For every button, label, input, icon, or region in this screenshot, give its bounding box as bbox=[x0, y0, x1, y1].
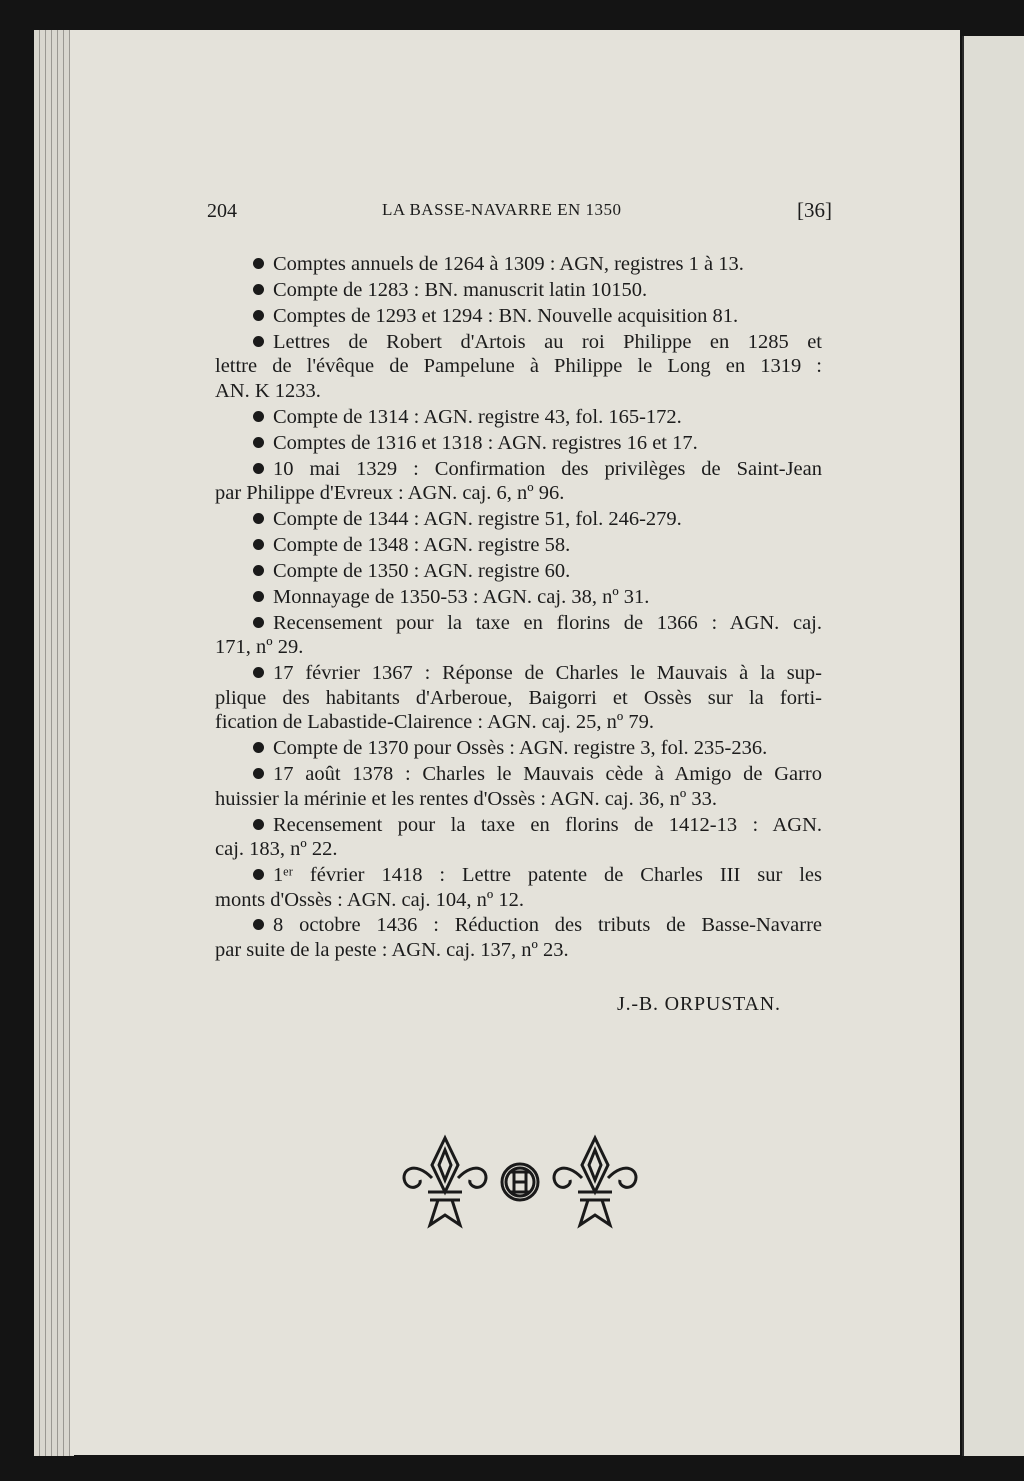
entry-line bbox=[215, 635, 822, 660]
entry-text: Compte de 1283 : BN. manuscrit latin 10150. bbox=[273, 278, 648, 301]
source-entry bbox=[215, 457, 822, 506]
entry-text: Compte de 1350 : AGN. registre 60. bbox=[273, 559, 571, 582]
author-signature: J.-B. ORPUSTAN. bbox=[617, 993, 781, 1015]
entry-line bbox=[215, 278, 822, 303]
entry-text: 17 août 1378 : Charles le Mauvais cède à Amigo de Garro bbox=[273, 763, 822, 786]
entry-line bbox=[215, 507, 822, 532]
entry-line bbox=[215, 813, 822, 838]
entry-text: 1ᵉʳ février 1418 : Lettre patente de Charles III sur les bbox=[273, 864, 822, 886]
fleur-de-lis-left-icon bbox=[404, 1138, 486, 1225]
entry-text: monts d'Ossès : AGN. caj. 104, nº 12. bbox=[215, 888, 525, 911]
bullet-icon bbox=[253, 336, 264, 347]
entry-line bbox=[215, 661, 822, 686]
source-list bbox=[215, 252, 822, 964]
entry-line bbox=[215, 379, 822, 404]
entry-text: 17 février 1367 : Réponse de Charles le Mauvais à la sup- bbox=[273, 662, 822, 685]
source-entry bbox=[215, 813, 822, 862]
entry-text: Lettres de Robert d'Artois au roi Philippe en 1285 et bbox=[273, 330, 822, 353]
source-entry bbox=[215, 405, 822, 430]
bullet-icon bbox=[253, 513, 264, 524]
source-entry bbox=[215, 863, 822, 912]
entry-line bbox=[215, 481, 822, 506]
entry-text: Compte de 1344 : AGN. registre 51, fol. 246-279. bbox=[273, 508, 682, 531]
entry-line bbox=[215, 710, 822, 735]
bullet-icon bbox=[253, 591, 264, 602]
entry-line bbox=[215, 837, 822, 862]
source-entry bbox=[215, 304, 822, 329]
entry-text: plique des habitants d'Arberoue, Baigorri et Ossès sur la forti- bbox=[215, 686, 822, 709]
entry-line bbox=[215, 686, 822, 711]
entry-text: Monnayage de 1350-53 : AGN. caj. 38, nº 31. bbox=[273, 585, 650, 608]
entry-line bbox=[215, 585, 822, 610]
page-stack-edges bbox=[34, 30, 74, 1456]
bullet-icon bbox=[253, 539, 264, 550]
entry-line bbox=[215, 913, 822, 938]
entry-text: lettre de l'évêque de Pampelune à Philippe le Long en 1319 : bbox=[215, 355, 822, 378]
bullet-icon bbox=[253, 284, 264, 295]
bullet-icon bbox=[253, 463, 264, 474]
fleur-de-lis-right-icon bbox=[554, 1138, 636, 1225]
bullet-icon bbox=[253, 667, 264, 678]
entry-line bbox=[215, 888, 822, 913]
source-entry bbox=[215, 252, 822, 277]
entry-text: Compte de 1370 pour Ossès : AGN. registre 3, fol. 235-236. bbox=[273, 737, 768, 760]
entry-text: par Philippe d'Evreux : AGN. caj. 6, nº 96. bbox=[215, 482, 565, 505]
entry-text: 10 mai 1329 : Confirmation des privilèges de Saint-Jean bbox=[273, 457, 822, 480]
entry-text: AN. K 1233. bbox=[215, 379, 321, 402]
entry-text: Recensement pour la taxe en florins de 1412-13 : AGN. bbox=[273, 813, 822, 836]
entry-line bbox=[215, 431, 822, 456]
bullet-icon bbox=[253, 742, 264, 753]
bullet-icon bbox=[253, 869, 264, 880]
entry-line bbox=[215, 330, 822, 355]
bullet-icon bbox=[253, 819, 264, 830]
entry-text: Compte de 1348 : AGN. registre 58. bbox=[273, 533, 571, 556]
entry-text: 171, nº 29. bbox=[215, 636, 304, 659]
bullet-icon bbox=[253, 437, 264, 448]
bullet-icon bbox=[253, 411, 264, 422]
bullet-icon bbox=[253, 768, 264, 779]
bullet-icon bbox=[253, 919, 264, 930]
entry-line bbox=[215, 304, 822, 329]
page-header bbox=[207, 198, 832, 228]
source-entry bbox=[215, 278, 822, 303]
entry-text: Compte de 1314 : AGN. registre 43, fol. 165-172. bbox=[273, 405, 682, 428]
bullet-icon bbox=[253, 310, 264, 321]
entry-line bbox=[215, 252, 822, 277]
entry-line bbox=[215, 405, 822, 430]
source-entry bbox=[215, 762, 822, 811]
entry-line bbox=[215, 611, 822, 636]
source-entry bbox=[215, 736, 822, 761]
source-entry bbox=[215, 431, 822, 456]
entry-line bbox=[215, 938, 822, 963]
entry-line bbox=[215, 762, 822, 787]
source-entry bbox=[215, 611, 822, 660]
facing-page-edge bbox=[962, 36, 1024, 1456]
entry-line bbox=[215, 559, 822, 584]
bracket-number: [36] bbox=[797, 198, 832, 222]
source-entry bbox=[215, 585, 822, 610]
entry-text: Comptes de 1316 et 1318 : AGN. registres 16 et 17. bbox=[273, 431, 698, 454]
entry-text: 8 octobre 1436 : Réduction des tributs de Basse-Navarre bbox=[273, 914, 822, 937]
page-number: 204 bbox=[207, 200, 237, 222]
bullet-icon bbox=[253, 617, 264, 628]
bullet-icon bbox=[253, 258, 264, 269]
source-entry bbox=[215, 913, 822, 962]
fleur-de-lis-ornament-icon bbox=[400, 1130, 640, 1235]
source-entry bbox=[215, 559, 822, 584]
entry-line bbox=[215, 533, 822, 558]
entry-text: par suite de la peste : AGN. caj. 137, nº 23. bbox=[215, 939, 569, 962]
entry-text: Comptes de 1293 et 1294 : BN. Nouvelle acquisition 81. bbox=[273, 304, 739, 327]
source-entry bbox=[215, 661, 822, 735]
entry-line bbox=[215, 787, 822, 812]
entry-line bbox=[215, 457, 822, 482]
entry-text: huissier la mérinie et les rentes d'Ossès : AGN. caj. 36, nº 33. bbox=[215, 787, 717, 810]
source-entry bbox=[215, 533, 822, 558]
bullet-icon bbox=[253, 565, 264, 576]
entry-line bbox=[215, 736, 822, 761]
source-entry bbox=[215, 507, 822, 532]
running-title: LA BASSE-NAVARRE EN 1350 bbox=[382, 200, 622, 219]
entry-line bbox=[215, 863, 822, 888]
entry-text: Recensement pour la taxe en florins de 1366 : AGN. caj. bbox=[273, 611, 822, 634]
entry-line bbox=[215, 354, 822, 379]
entry-text: Comptes annuels de 1264 à 1309 : AGN, registres 1 à 13. bbox=[273, 253, 744, 275]
entry-text: fication de Labastide-Clairence : AGN. caj. 25, nº 79. bbox=[215, 711, 654, 734]
entry-text: caj. 183, nº 22. bbox=[215, 838, 338, 861]
source-entry bbox=[215, 330, 822, 404]
